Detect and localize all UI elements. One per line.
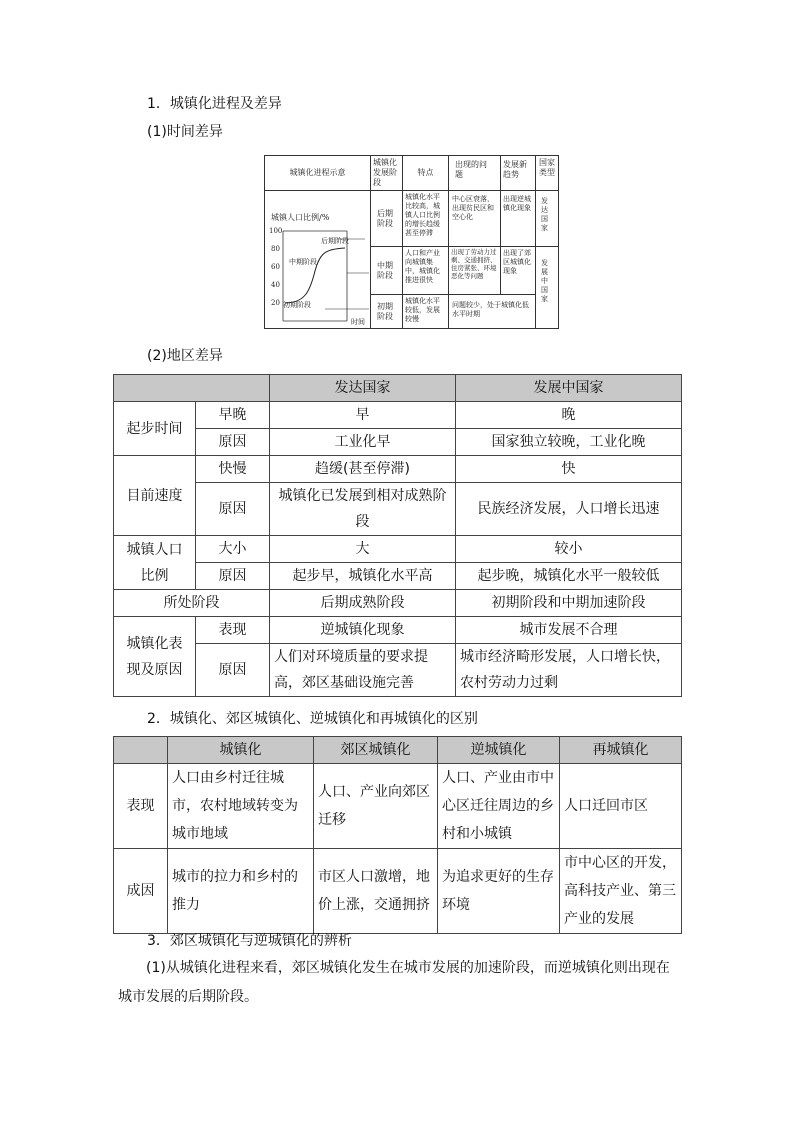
table-row [114, 483, 682, 536]
fig-country-developing: 发展中国家 [541, 259, 548, 303]
row-label: 大小 [196, 536, 270, 563]
fig-header-feature: 特点 [403, 156, 449, 191]
table-row [114, 590, 682, 617]
cell: 逆城镇化现象 [270, 617, 456, 644]
fig-ylabel: 城镇人口比例/% [271, 213, 330, 222]
fig-feature-early: 城镇化水平较低，发展较慢 [403, 295, 449, 328]
cell: 人口、产业由市中心区迁往周边的乡村和小城镇 [438, 764, 560, 849]
cell: 晚 [456, 402, 682, 429]
cell: 城市经济畸形发展，人口增长快，农村劳动力过剩 [456, 644, 682, 697]
table-row [114, 563, 682, 590]
row-label: 表现 [114, 764, 168, 849]
table2-header: 城镇化 [168, 737, 314, 764]
cell: 快 [456, 456, 682, 483]
fig-ytick: 60 [271, 263, 280, 271]
fig-ytick: 40 [271, 281, 280, 289]
cell: 人口由乡村迁往城市，农村地域转变为城市地域 [168, 764, 314, 849]
cell: 初期阶段和中期加速阶段 [456, 590, 682, 617]
heading-urbanization-types: 2．城镇化、郊区城镇化、逆城镇化和再城镇化的区别 [147, 711, 478, 727]
cell: 人口迁回市区 [560, 764, 682, 849]
row-group-urban-population: 城镇人口比例 [114, 536, 196, 590]
urbanization-process-figure [264, 155, 559, 329]
table-row [114, 402, 682, 429]
fig-header-trend: 发展新趋势 [501, 156, 536, 191]
subheading-regional-difference: (2)地区差异 [147, 348, 223, 364]
table1-header-blank [114, 375, 270, 402]
table-row [114, 456, 682, 483]
fig-feature-mid: 人口和产业向城镇集中，城镇化推进很快 [403, 247, 449, 295]
table1-header-developed: 发达国家 [270, 375, 456, 402]
fig-stage-late: 后期阶段 [371, 191, 403, 247]
cell: 人们对环境质量的要求提高，郊区基础设施完善 [270, 644, 456, 697]
fig-problem-mid: 出现了劳动力过剩、交通拥挤、住房紧张、环境恶化等问题 [449, 247, 501, 295]
fig-header-stage: 城镇化发展阶段 [371, 156, 403, 191]
heading-analysis: 3．郊区城镇化与逆城镇化的辨析 [147, 933, 352, 949]
fig-stage-mid: 中期阶段 [371, 247, 403, 295]
row-group-start-time: 起步时间 [114, 402, 196, 456]
fig-s-curve [265, 191, 371, 328]
row-label: 原因 [196, 429, 270, 456]
fig-problem-early: 问题较少，处于城镇化低水平时期 [449, 295, 536, 328]
row-label: 表现 [196, 617, 270, 644]
table-row [114, 617, 682, 644]
row-label: 早晚 [196, 402, 270, 429]
fig-label-late: 后期阶段 [321, 237, 349, 245]
analysis-paragraph: (1)从城镇化进程来看，郊区城镇化发生在城市发展的加速阶段，而逆城镇化则出现在城市发展的后期阶段。 [118, 960, 670, 1005]
cell: 工业化早 [270, 429, 456, 456]
fig-header-country: 国家类型 [536, 156, 558, 191]
fig-ytick: 100 [269, 227, 283, 235]
cell: 城镇化已发展到相对成熟阶段 [270, 483, 456, 536]
table2-header: 郊区城镇化 [314, 737, 438, 764]
table1-header-row [114, 375, 682, 402]
table-row [114, 644, 682, 697]
cell: 城市发展不合理 [456, 617, 682, 644]
table2-header: 再城镇化 [560, 737, 682, 764]
fig-stage-early: 初期阶段 [371, 295, 403, 328]
fig-label-early: 初期阶段 [283, 301, 311, 309]
fig-header-problem: 出现的问题 [449, 156, 501, 191]
row-label: 原因 [196, 483, 270, 536]
cell: 后期成熟阶段 [270, 590, 456, 617]
table2-header-blank [114, 737, 168, 764]
table1-header-developing: 发展中国家 [456, 375, 682, 402]
cell: 市区人口激增，地价上涨，交通拥挤 [314, 849, 438, 934]
fig-problem-late: 中心区衰落，出现贫民区和空心化 [449, 191, 501, 247]
cell: 早 [270, 402, 456, 429]
row-label: 原因 [196, 644, 270, 697]
table2-header-row [114, 737, 682, 764]
cell: 较小 [456, 536, 682, 563]
fig-ytick: 20 [271, 299, 280, 307]
table-row [114, 849, 682, 934]
regional-difference-table [113, 374, 682, 697]
fig-xlabel: 时间 [351, 318, 365, 326]
row-group-stage: 所处阶段 [114, 590, 270, 617]
cell: 大 [270, 536, 456, 563]
cell: 起步晚，城镇化水平一般较低 [456, 563, 682, 590]
fig-diagram-area [265, 191, 371, 328]
fig-trend-mid: 出现了郊区城镇化现象 [501, 247, 536, 295]
cell: 国家独立较晚，工业化晚 [456, 429, 682, 456]
fig-header-diagram: 城镇化进程示意 [265, 156, 371, 191]
row-label: 原因 [196, 563, 270, 590]
cell: 人口、产业向郊区迁移 [314, 764, 438, 849]
cell: 起步早，城镇化水平高 [270, 563, 456, 590]
urbanization-types-table [113, 736, 682, 934]
row-label: 成因 [114, 849, 168, 934]
cell: 民族经济发展，人口增长迅速 [456, 483, 682, 536]
fig-feature-late: 城镇化水平比较高，城镇人口比例的增长趋缓甚至停滞 [403, 191, 449, 247]
cell: 市中心区的开发，高科技产业、第三产业的发展 [560, 849, 682, 934]
fig-trend-late: 出现逆城镇化现象 [501, 191, 536, 247]
fig-ytick: 80 [271, 245, 280, 253]
fig-country-developed: 发达国家 [536, 191, 558, 247]
row-group-current-speed: 目前速度 [114, 456, 196, 536]
cell: 为追求更好的生存环境 [438, 849, 560, 934]
table2-header: 逆城镇化 [438, 737, 560, 764]
row-group-performance: 城镇化表现及原因 [114, 617, 196, 697]
cell: 趋缓(甚至停滞) [270, 456, 456, 483]
cell: 城市的拉力和乡村的推力 [168, 849, 314, 934]
table-row [114, 536, 682, 563]
table-row [114, 429, 682, 456]
table-row [114, 764, 682, 849]
heading-urbanization-process: 1．城镇化进程及差异 [147, 96, 282, 112]
row-label: 快慢 [196, 456, 270, 483]
fig-label-mid: 中期阶段 [289, 258, 317, 266]
subheading-time-difference: (1)时间差异 [147, 124, 223, 140]
